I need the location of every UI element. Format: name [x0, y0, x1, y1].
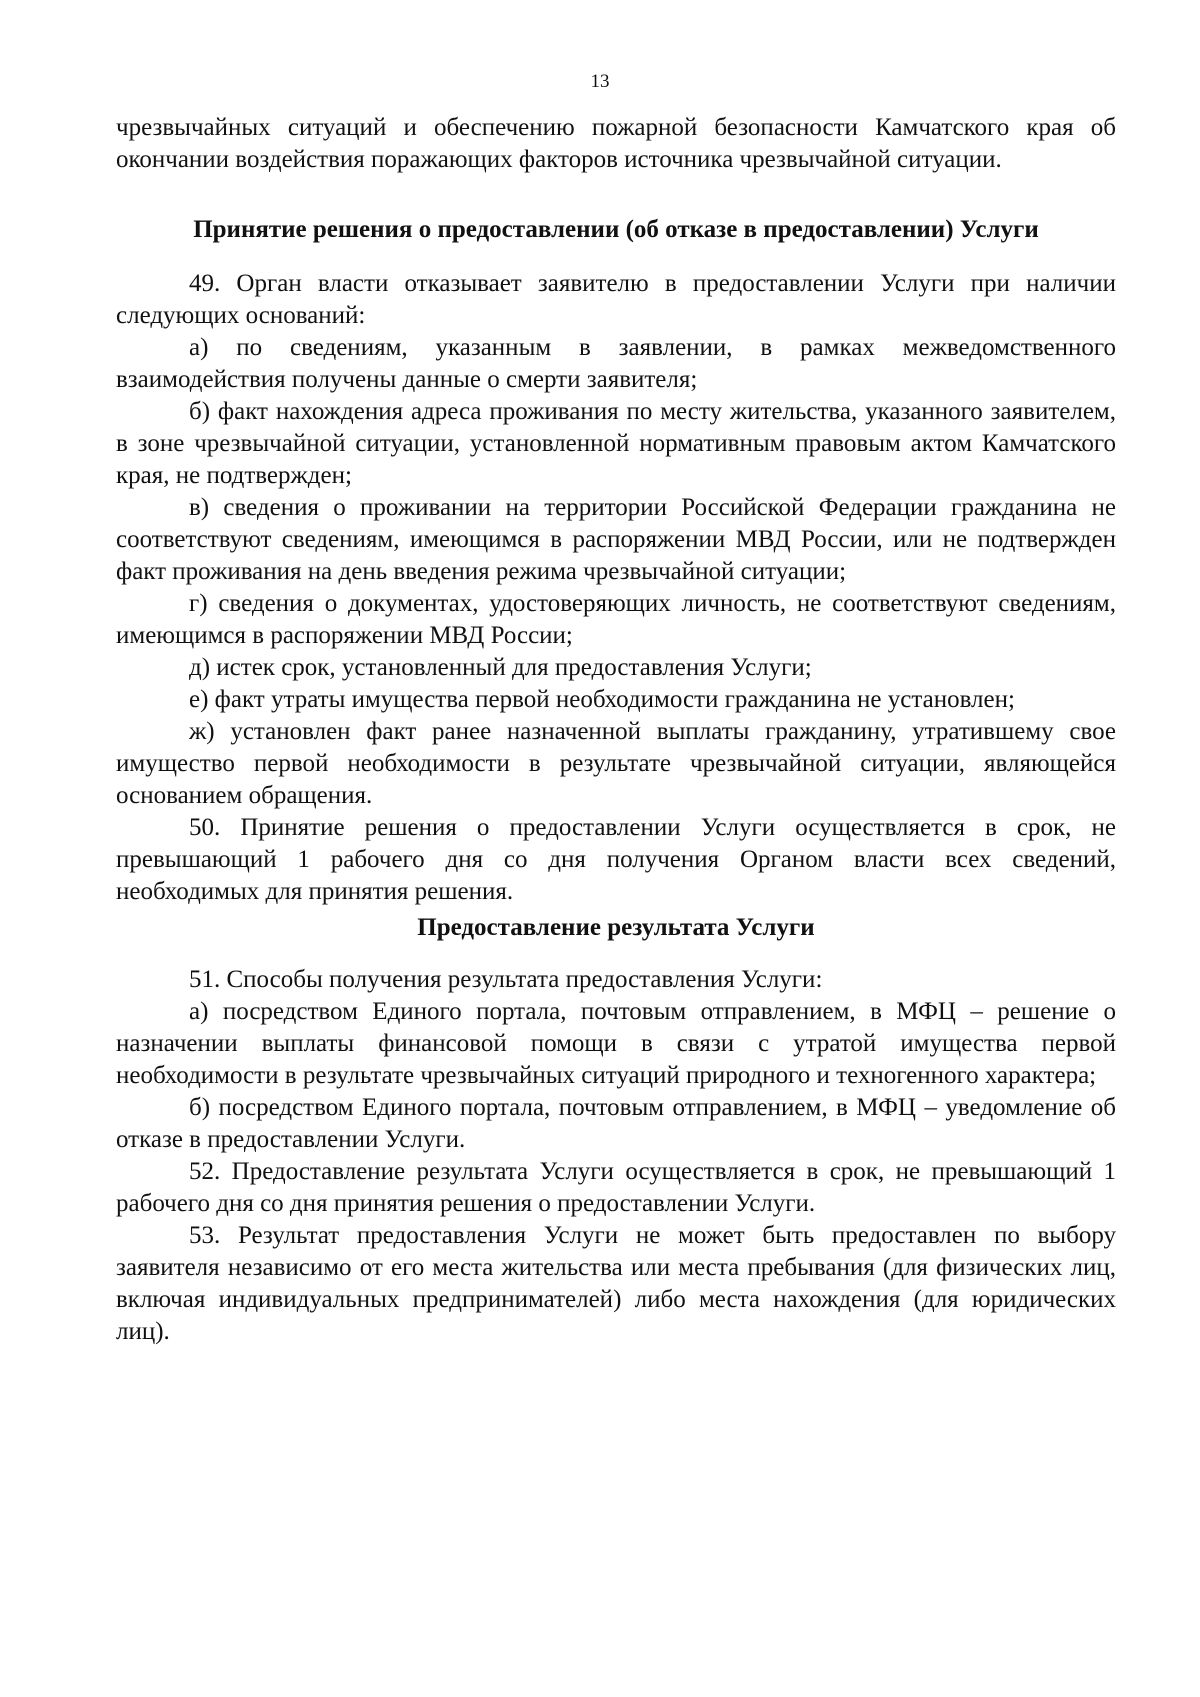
- paragraph-50: 50. Принятие решения о предоставлении Услуги осуществляется в срок, не превышающий 1 рабочего дня со дня получения Органом власти всех сведений, необходимых для принятия решения.: [116, 814, 1116, 905]
- section-body-decision: [116, 268, 1116, 908]
- paragraph-49-g: г) сведения о документах, удостоверяющих личность, не соответствуют сведениям, имеющимся в распоряжении МВД России;: [116, 590, 1116, 649]
- continuation-paragraph: чрезвычайных ситуаций и обеспечению пожарной безопасности Камчатского края об окончании воздействия поражающих факторов источника чрезвычайной ситуации.: [116, 114, 1116, 173]
- paragraph-49-v: в) сведения о проживании на территории Российской Федерации гражданина не соответствуют сведениям, имеющимся в распоряжении МВД России, или не подтвержден факт проживания на день введения режима чрезвычайной ситуации;: [116, 494, 1116, 585]
- section-heading-decision: Принятие решения о предоставлении (об отказе в предоставлении) Услуги: [193, 216, 1039, 243]
- paragraph-49-a: а) по сведениям, указанным в заявлении, в рамках межведомственного взаимодействия получены данные о смерти заявителя;: [116, 334, 1116, 393]
- paragraph-49-zh: ж) установлен факт ранее назначенной выплаты гражданину, утратившему свое имущество первой необходимости в результате чрезвычайной ситуации, являющейся основанием обращения.: [116, 718, 1116, 809]
- paragraph-49-e: е) факт утраты имущества первой необходимости гражданина не установлен;: [189, 686, 1015, 713]
- continuation-text: [116, 112, 1116, 176]
- paragraph-49-b: б) факт нахождения адреса проживания по месту жительства, указанного заявителем, в зоне чрезвычайной ситуации, установленной нормативным правовым актом Камчатского края, не подтвержден;: [116, 398, 1116, 489]
- page-number: 13: [590, 71, 610, 92]
- section-heading-result: Предоставление результата Услуги: [417, 914, 815, 941]
- section-body-result: [116, 964, 1116, 1348]
- paragraph-51: 51. Способы получения результата предоставления Услуги:: [189, 966, 823, 993]
- paragraph-49-d: д) истек срок, установленный для предоставления Услуги;: [189, 654, 812, 681]
- paragraph-53: 53. Результат предоставления Услуги не может быть предоставлен по выбору заявителя независимо от его места жительства или места пребывания (для физических лиц, включая индивидуальных предпринимателей) либо места нахождения (для юридических лиц).: [116, 1222, 1116, 1345]
- paragraph-51-b: б) посредством Единого портала, почтовым отправлением, в МФЦ – уведомление об отказе в предоставлении Услуги.: [116, 1094, 1116, 1153]
- paragraph-49: 49. Орган власти отказывает заявителю в предоставлении Услуги при наличии следующих оснований:: [116, 270, 1116, 329]
- paragraph-52: 52. Предоставление результата Услуги осуществляется в срок, не превышающий 1 рабочего дня со дня принятия решения о предоставлении Услуги.: [116, 1158, 1116, 1217]
- paragraph-51-a: а) посредством Единого портала, почтовым отправлением, в МФЦ – решение о назначении выплаты финансовой помощи в связи с утратой имущества первой необходимости в результате чрезвычайных ситуаций природного и техногенного характера;: [116, 998, 1116, 1089]
